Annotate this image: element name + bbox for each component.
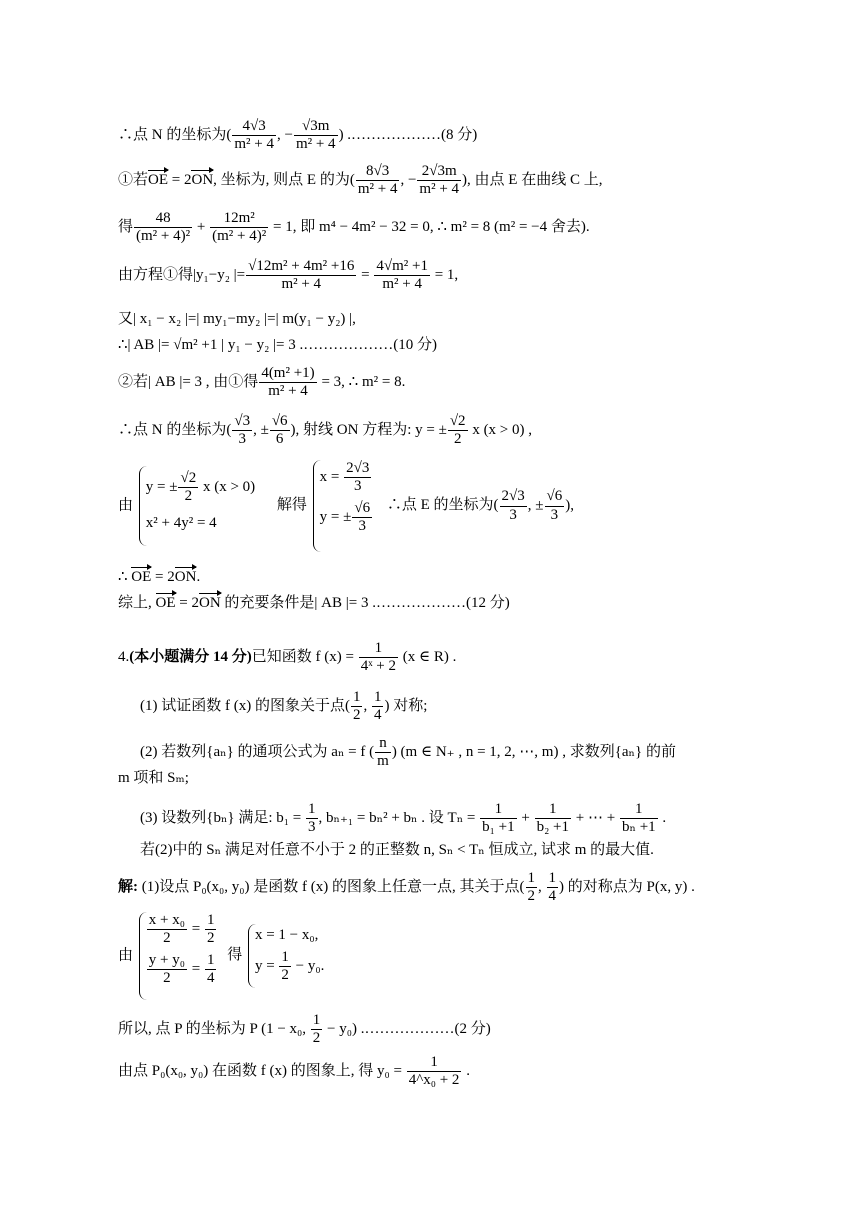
solution-4-point-p: 所以, 点 P 的坐标为 P (1 − x₀, $\frac{1}{2}$ − y₀) .………………(2 分) — [118, 1012, 491, 1047]
solution-line-n-coordinates: ∴点 N 的坐标为( $\frac{4√3}{\text{m² + 4}}$ , − $\frac{√3m}{\text{m² + 4}}$ ) .………………(8 分) — [118, 118, 478, 153]
question-4-part-3: (3) 设数列{bₙ} 满足: b₁ = $\frac{1}{3}$ , bₙ₊₁ = bₙ² + bₙ . 设 Tₙ = $\frac{1}{\text{b₁ +1}}$ + $\frac{1}{\text{b₂ +1}}$ + ⋯ + $\frac{1}{\text{bₙ +1}}$ . — [140, 801, 667, 836]
question-4-part-1: (1) 试证函数 f (x) 的图象关于点( $\frac{1}{2}$ , $\frac{1}{4}$ ) 对称; — [140, 689, 428, 724]
question-4-part-2: (2) 若数列{aₙ} 的通项公式为 aₙ = f ( $\frac{n}{m}$ ) (m ∈ N₊ , n = 1, 2, ⋯, m) , 求数列{aₙ} 的前 — [140, 735, 676, 770]
solution-line-case2: ②若| AB |= 3 , 由①得 $\frac{\text{4(m² +1)}}{\text{m² + 4}}$ = 3, ∴ m² = 8. — [118, 365, 406, 400]
solution-line-ray-on: ∴点 N 的坐标为( $\frac{√3}{3}$ , ± $\frac{√6}{6}$ ), 射线 ON 方程为: y = ± $\frac{√2}{2}$ x (x > 0) , — [118, 413, 533, 448]
question-4-part-2-cont: m 项和 Sₘ; — [118, 770, 189, 786]
solution-line-equation: 得 $\frac{48}{\text{(m² + 4)²}}$ + $\frac{\text{12m²}}{\text{(m² + 4)²}}$ = 1, 即 m⁴ − 4m² − 32 = 0, ∴ m² = 8 (m² = −4 舍去). — [118, 210, 590, 245]
solution-4-midpoint-system: 由 $\frac{\text{x + x₀}}{2}$ = $\frac{1}{2}$ $\frac{\text{y + y₀}}{2}$ = $\frac{1}{4}$ 得 x = 1 − x₀, y = $\frac{1}{2}$ − y₀. — [118, 912, 324, 1000]
solution-line-x-difference: 又| x₁ − x₂ |=| my₁−my₂ |=| m(y₁ − y₂) |, — [118, 311, 356, 327]
solution-line-case1: ①若OE = 2ON, 坐标为, 则点 E 的为( $\frac{8√3}{\text{m² + 4}}$ , − $\frac{2√3m}{\text{m² + 4}}$ ), 由点 E 在曲线 C 上, — [118, 163, 603, 198]
solution-line-summary: 综上, OE = 2ON 的充要条件是| AB |= 3 .………………(12 分) — [118, 595, 510, 611]
solution-line-system: 由 y = ± $\frac{√2}{2}$ x (x > 0) x² + 4y² = 4 解得 x = $\frac{2√3}{3}$ y = ± $\frac{√6}{3}$ ∴点 E 的坐标为( $\frac{2√3}{3}$ , ± $\frac{√6}{3}$ ), — [118, 460, 574, 552]
question-4-part-3-condition: 若(2)中的 Sₙ 满足对任意不小于 2 的正整数 n, Sₙ < Tₙ 恒成立, 试求 m 的最大值. — [140, 842, 654, 858]
solution-4-step-1: 解: (1)设点 P₀(x₀, y₀) 是函数 f (x) 的图象上任意一点, 其关于点( $\frac{1}{2}$ , $\frac{1}{4}$ ) 的对称点为 P(x, y) . — [118, 870, 695, 905]
solution-line-vector-conclusion: ∴ OE = 2ON. — [118, 569, 201, 585]
solution-line-ab-length: ∴| AB |= √m² +1 | y₁ − y₂ |= 3 .………………(10 分) — [118, 337, 437, 353]
solution-line-y-difference: 由方程①得|y₁−y₂ |= $\frac{\text{√12m² + 4m² +16}}{\text{m² + 4}}$ = $\frac{\text{4√m² +1}}{\text{m² + 4}}$ = 1, — [118, 258, 459, 293]
solution-4-y0: 由点 P₀(x₀, y₀) 在函数 f (x) 的图象上, 得 y₀ = $\frac{1}{\text{4\textasciicircum{}x₀ + 2}}$ . — [118, 1054, 470, 1089]
question-4-statement: 4.(本小题满分 14 分)已知函数 f (x) = $\frac{1}{\text{4ˣ + 2}}$ (x ∈ R) . — [118, 640, 457, 675]
